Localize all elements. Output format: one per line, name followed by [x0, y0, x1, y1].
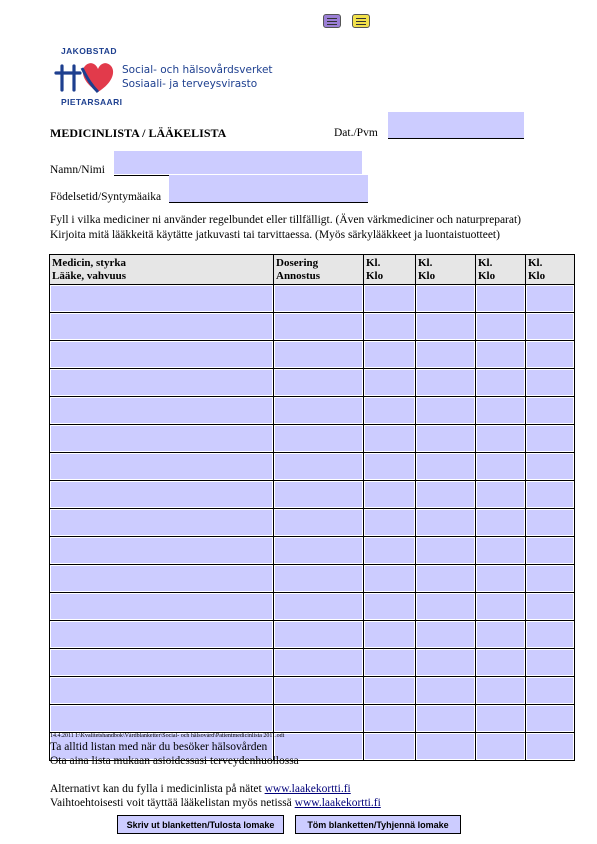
- time-4-input[interactable]: [527, 510, 573, 535]
- time-4-input[interactable]: [527, 622, 573, 647]
- cell-time-4: [526, 341, 575, 369]
- time-3-input[interactable]: [477, 342, 524, 367]
- cell-time-4: [526, 565, 575, 593]
- cell-time-1: [364, 705, 416, 733]
- cell-time-2: [416, 677, 476, 705]
- header-medicine: Medicin, styrka Lääke, vahvuus: [50, 255, 274, 285]
- dosage-input[interactable]: [275, 398, 362, 423]
- medicine-input[interactable]: [51, 510, 272, 535]
- time-2-input[interactable]: [417, 706, 474, 731]
- cell-time-4: [526, 425, 575, 453]
- time-3-input[interactable]: [477, 734, 524, 759]
- cell-time-2: [416, 649, 476, 677]
- time-3-input[interactable]: [477, 482, 524, 507]
- cell-time-1: [364, 677, 416, 705]
- cell-medicine: [50, 481, 274, 509]
- cell-time-1: [364, 593, 416, 621]
- cell-time-3: [476, 397, 526, 425]
- birth-label: Födelsetid/Syntymäaika: [50, 191, 162, 203]
- table-row: [50, 369, 575, 397]
- name-label: Namn/Nimi: [50, 164, 105, 176]
- time-3-input[interactable]: [477, 370, 524, 395]
- time-2-input[interactable]: [417, 426, 474, 451]
- time-1-input[interactable]: [365, 594, 414, 619]
- time-1-input[interactable]: [365, 566, 414, 591]
- cell-medicine: [50, 341, 274, 369]
- time-2-input[interactable]: [417, 650, 474, 675]
- cell-medicine: [50, 453, 274, 481]
- cell-time-3: [476, 453, 526, 481]
- cell-time-2: [416, 509, 476, 537]
- time-1-input[interactable]: [365, 286, 414, 311]
- cell-medicine: [50, 565, 274, 593]
- cell-time-2: [416, 593, 476, 621]
- cell-dosage: [274, 537, 364, 565]
- time-3-input[interactable]: [477, 398, 524, 423]
- table-row: [50, 425, 575, 453]
- logo-line-1: Social- och hälsovårdsverket: [122, 64, 273, 76]
- cell-time-3: [476, 705, 526, 733]
- cell-dosage: [274, 621, 364, 649]
- dosage-input[interactable]: [275, 538, 362, 563]
- footer-file-path: 14.4.2011 I:\Kvalitetshandbok\Vårdblanketter\Social- och hälsovård\Patientmedicinlista 2011.odt: [50, 733, 285, 739]
- cell-medicine: [50, 285, 274, 313]
- time-4-input[interactable]: [527, 734, 573, 759]
- medicine-input[interactable]: [51, 426, 272, 451]
- cell-dosage: [274, 313, 364, 341]
- date-label: Dat./Pvm: [334, 127, 378, 139]
- cell-time-3: [476, 537, 526, 565]
- time-3-input[interactable]: [477, 678, 524, 703]
- table-header-row: [50, 255, 575, 285]
- cell-medicine: [50, 677, 274, 705]
- cell-dosage: [274, 565, 364, 593]
- time-4-input[interactable]: [527, 566, 573, 591]
- cell-time-2: [416, 621, 476, 649]
- date-field[interactable]: [388, 112, 524, 138]
- cell-time-2: [416, 341, 476, 369]
- cell-dosage: [274, 705, 364, 733]
- cell-time-4: [526, 481, 575, 509]
- medicine-input[interactable]: [51, 454, 272, 479]
- cell-time-1: [364, 313, 416, 341]
- time-1-input[interactable]: [365, 314, 414, 339]
- cell-time-2: [416, 313, 476, 341]
- time-1-input[interactable]: [365, 734, 414, 759]
- time-1-input[interactable]: [365, 482, 414, 507]
- time-1-input[interactable]: [365, 650, 414, 675]
- clear-form-button[interactable]: Töm blanketten/Tyhjennä lomake: [295, 815, 461, 834]
- time-2-input[interactable]: [417, 622, 474, 647]
- laakekortti-link-swedish[interactable]: www.laakekortti.fi: [264, 783, 351, 795]
- cell-time-4: [526, 537, 575, 565]
- cell-time-1: [364, 649, 416, 677]
- cell-time-2: [416, 425, 476, 453]
- time-1-input[interactable]: [365, 342, 414, 367]
- time-3-input[interactable]: [477, 426, 524, 451]
- time-3-input[interactable]: [477, 622, 524, 647]
- cell-time-3: [476, 677, 526, 705]
- time-2-input[interactable]: [417, 314, 474, 339]
- dosage-input[interactable]: [275, 454, 362, 479]
- medicine-input[interactable]: [51, 622, 272, 647]
- time-3-input[interactable]: [477, 594, 524, 619]
- cell-dosage: [274, 649, 364, 677]
- cell-time-2: [416, 285, 476, 313]
- alt-swedish-line: [50, 783, 351, 795]
- medicine-input[interactable]: [51, 314, 272, 339]
- table-row: [50, 509, 575, 537]
- time-2-input[interactable]: [417, 538, 474, 563]
- cell-medicine: [50, 593, 274, 621]
- instruction-swedish: Fyll i vilka mediciner ni använder regelbundet eller tillfälligt. (Även värkmediciner och naturpreparat): [50, 214, 522, 226]
- cell-time-1: [364, 341, 416, 369]
- footer-note-swedish: Ta alltid listan med när du besöker hälsovården: [50, 741, 268, 753]
- dosage-input[interactable]: [275, 510, 362, 535]
- cell-time-2: [416, 565, 476, 593]
- cell-medicine: [50, 621, 274, 649]
- table-row: [50, 285, 575, 313]
- note-icon[interactable]: [352, 14, 370, 28]
- medicine-table: [49, 254, 575, 761]
- cell-dosage: [274, 285, 364, 313]
- header-time-1: Kl. Klo: [364, 255, 416, 285]
- medicine-input[interactable]: [51, 594, 272, 619]
- cell-time-2: [416, 369, 476, 397]
- alt-finnish-line: [50, 797, 381, 809]
- cell-medicine: [50, 369, 274, 397]
- cell-time-3: [476, 341, 526, 369]
- time-3-input[interactable]: [477, 510, 524, 535]
- medicine-input[interactable]: [51, 398, 272, 423]
- table-row: [50, 397, 575, 425]
- cell-time-3: [476, 565, 526, 593]
- medicine-input[interactable]: [51, 678, 272, 703]
- time-2-input[interactable]: [417, 594, 474, 619]
- medicine-input[interactable]: [51, 706, 272, 731]
- cell-time-3: [476, 425, 526, 453]
- dosage-input[interactable]: [275, 314, 362, 339]
- header-dosage: Dosering Annostus: [274, 255, 364, 285]
- table-row: [50, 677, 575, 705]
- time-3-input[interactable]: [477, 454, 524, 479]
- time-1-input[interactable]: [365, 510, 414, 535]
- cell-time-1: [364, 733, 416, 761]
- dosage-input[interactable]: [275, 342, 362, 367]
- birth-underline: [169, 202, 368, 203]
- time-2-input[interactable]: [417, 398, 474, 423]
- dosage-input[interactable]: [275, 594, 362, 619]
- name-field[interactable]: [114, 151, 362, 174]
- cell-time-3: [476, 649, 526, 677]
- dosage-input[interactable]: [275, 622, 362, 647]
- time-4-input[interactable]: [527, 342, 573, 367]
- time-3-input[interactable]: [477, 650, 524, 675]
- time-1-input[interactable]: [365, 538, 414, 563]
- cell-time-3: [476, 285, 526, 313]
- cell-time-4: [526, 285, 575, 313]
- table-row: [50, 565, 575, 593]
- cell-time-4: [526, 593, 575, 621]
- table-row: [50, 313, 575, 341]
- cell-time-3: [476, 509, 526, 537]
- time-4-input[interactable]: [527, 426, 573, 451]
- cell-medicine: [50, 705, 274, 733]
- time-4-input[interactable]: [527, 286, 573, 311]
- table-row: [50, 481, 575, 509]
- dosage-input[interactable]: [275, 650, 362, 675]
- cell-time-2: [416, 537, 476, 565]
- cell-time-2: [416, 481, 476, 509]
- time-2-input[interactable]: [417, 342, 474, 367]
- header-time-2: Kl. Klo: [416, 255, 476, 285]
- medicine-input[interactable]: [51, 370, 272, 395]
- time-4-input[interactable]: [527, 314, 573, 339]
- time-3-input[interactable]: [477, 286, 524, 311]
- time-4-input[interactable]: [527, 482, 573, 507]
- cell-time-4: [526, 733, 575, 761]
- dosage-input[interactable]: [275, 426, 362, 451]
- cell-medicine: [50, 509, 274, 537]
- medicine-input[interactable]: [51, 538, 272, 563]
- time-1-input[interactable]: [365, 370, 414, 395]
- time-3-input[interactable]: [477, 706, 524, 731]
- dosage-input[interactable]: [275, 566, 362, 591]
- medicine-input[interactable]: [51, 482, 272, 507]
- print-form-button[interactable]: Skriv ut blanketten/Tulosta lomake: [117, 815, 284, 834]
- header-time-4: Kl. Klo: [526, 255, 575, 285]
- cell-time-1: [364, 425, 416, 453]
- logo-line-2: Sosiaali- ja terveysvirasto: [122, 78, 258, 90]
- dosage-input[interactable]: [275, 370, 362, 395]
- cell-time-3: [476, 621, 526, 649]
- cell-time-3: [476, 593, 526, 621]
- cell-time-4: [526, 649, 575, 677]
- cell-time-3: [476, 313, 526, 341]
- instruction-finnish: Kirjoita mitä lääkkeitä käytätte jatkuvasti tai tarvittaessa. (Myös särkylääkkeet ja luontaistuotteet): [50, 229, 500, 241]
- comment-icon[interactable]: [323, 14, 341, 28]
- time-2-input[interactable]: [417, 482, 474, 507]
- cell-dosage: [274, 593, 364, 621]
- cell-time-2: [416, 453, 476, 481]
- time-2-input[interactable]: [417, 510, 474, 535]
- laakekortti-link-finnish[interactable]: www.laakekortti.fi: [294, 797, 381, 809]
- cell-medicine: [50, 649, 274, 677]
- time-4-input[interactable]: [527, 678, 573, 703]
- time-3-input[interactable]: [477, 538, 524, 563]
- table-row: [50, 649, 575, 677]
- cell-dosage: [274, 369, 364, 397]
- time-1-input[interactable]: [365, 706, 414, 731]
- cell-time-4: [526, 705, 575, 733]
- time-1-input[interactable]: [365, 454, 414, 479]
- alt-swedish-text: Alternativt kan du fylla i medicinlista på nätet: [50, 783, 265, 795]
- cell-time-1: [364, 369, 416, 397]
- medicine-input[interactable]: [51, 650, 272, 675]
- dosage-input[interactable]: [275, 678, 362, 703]
- cell-medicine: [50, 397, 274, 425]
- header-time-3: Kl. Klo: [476, 255, 526, 285]
- cell-time-1: [364, 621, 416, 649]
- cell-time-2: [416, 397, 476, 425]
- dosage-input[interactable]: [275, 286, 362, 311]
- cell-time-1: [364, 453, 416, 481]
- time-2-input[interactable]: [417, 566, 474, 591]
- cell-time-4: [526, 453, 575, 481]
- cell-time-4: [526, 509, 575, 537]
- time-4-input[interactable]: [527, 594, 573, 619]
- time-1-input[interactable]: [365, 398, 414, 423]
- cell-dosage: [274, 509, 364, 537]
- cell-time-1: [364, 537, 416, 565]
- cell-dosage: [274, 341, 364, 369]
- table-row: [50, 453, 575, 481]
- cell-time-3: [476, 733, 526, 761]
- cell-time-1: [364, 285, 416, 313]
- time-2-input[interactable]: [417, 370, 474, 395]
- table-row: [50, 705, 575, 733]
- form-title: MEDICINLISTA / LÄÄKELISTA: [50, 126, 227, 140]
- time-1-input[interactable]: [365, 426, 414, 451]
- time-4-input[interactable]: [527, 398, 573, 423]
- cell-time-2: [416, 733, 476, 761]
- time-1-input[interactable]: [365, 678, 414, 703]
- time-3-input[interactable]: [477, 566, 524, 591]
- cell-dosage: [274, 397, 364, 425]
- cell-medicine: [50, 313, 274, 341]
- dosage-input[interactable]: [275, 482, 362, 507]
- table-row: [50, 621, 575, 649]
- cell-dosage: [274, 425, 364, 453]
- cell-time-4: [526, 621, 575, 649]
- alt-finnish-text: Vaihtoehtoisesti voit täyttää lääkelistan myös netissä: [50, 797, 295, 809]
- time-4-input[interactable]: [527, 650, 573, 675]
- table-row: [50, 341, 575, 369]
- time-4-input[interactable]: [527, 538, 573, 563]
- cell-medicine: [50, 425, 274, 453]
- cell-time-1: [364, 397, 416, 425]
- time-4-input[interactable]: [527, 370, 573, 395]
- medicine-input[interactable]: [51, 342, 272, 367]
- cell-time-1: [364, 481, 416, 509]
- cell-time-1: [364, 509, 416, 537]
- time-2-input[interactable]: [417, 734, 474, 759]
- time-4-input[interactable]: [527, 454, 573, 479]
- cell-time-4: [526, 677, 575, 705]
- time-2-input[interactable]: [417, 454, 474, 479]
- cell-time-3: [476, 369, 526, 397]
- time-1-input[interactable]: [365, 622, 414, 647]
- medicine-input[interactable]: [51, 286, 272, 311]
- logo-bottom-text: PIETARSAARI: [61, 97, 123, 107]
- cell-time-4: [526, 397, 575, 425]
- table-row: [50, 593, 575, 621]
- cell-time-2: [416, 705, 476, 733]
- cell-dosage: [274, 453, 364, 481]
- medicine-input[interactable]: [51, 566, 272, 591]
- cell-time-4: [526, 369, 575, 397]
- cell-time-3: [476, 481, 526, 509]
- cell-time-1: [364, 565, 416, 593]
- cell-dosage: [274, 481, 364, 509]
- dosage-input[interactable]: [275, 706, 362, 731]
- birth-field[interactable]: [169, 175, 368, 202]
- date-underline: [388, 138, 524, 139]
- cell-time-4: [526, 313, 575, 341]
- time-4-input[interactable]: [527, 706, 573, 731]
- time-3-input[interactable]: [477, 314, 524, 339]
- cell-medicine: [50, 537, 274, 565]
- time-2-input[interactable]: [417, 286, 474, 311]
- cell-dosage: [274, 677, 364, 705]
- table-row: [50, 537, 575, 565]
- time-2-input[interactable]: [417, 678, 474, 703]
- footer-note-finnish: Ota aina lista mukaan asioidessasi terveydenhuollossa: [50, 755, 299, 767]
- logo-mark: [52, 56, 122, 98]
- logo-top-text: JAKOBSTAD: [61, 46, 117, 56]
